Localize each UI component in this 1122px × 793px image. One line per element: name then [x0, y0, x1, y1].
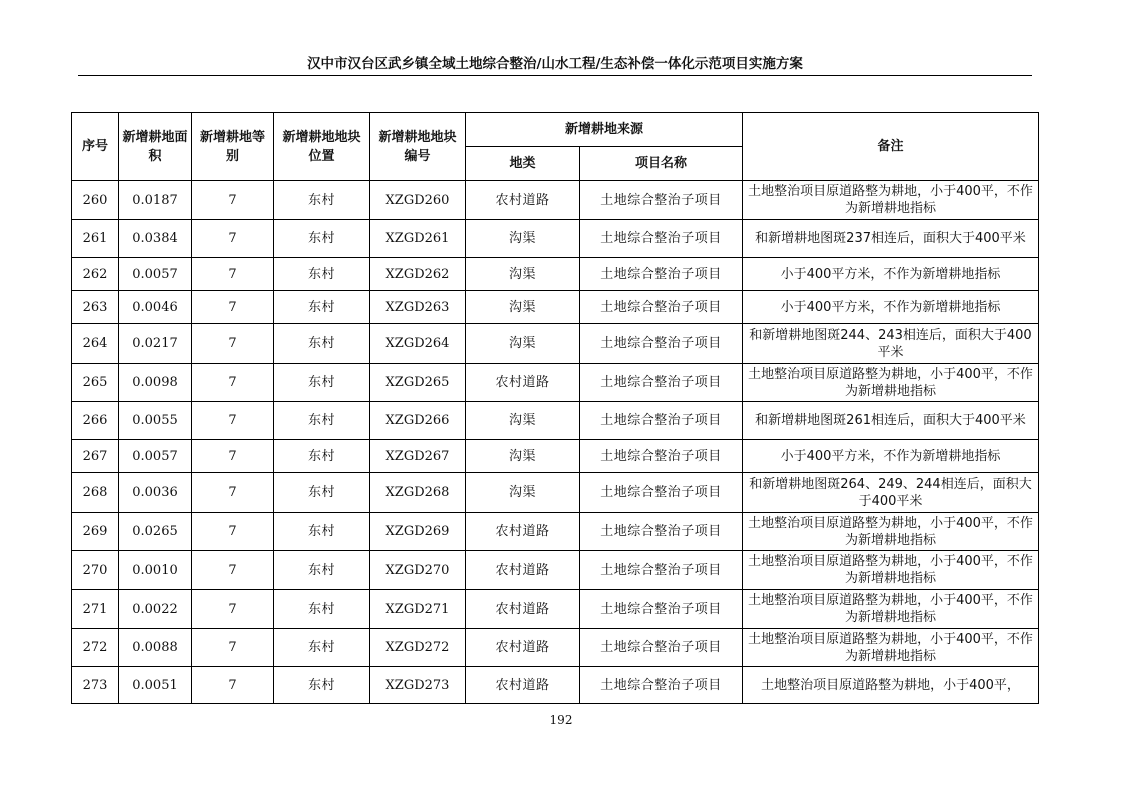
cell-area: 0.0010 [119, 551, 192, 590]
cell-code: XZGD262 [370, 258, 466, 291]
cell-grade: 7 [192, 551, 274, 590]
table-row [72, 629, 1039, 667]
cell-grade: 7 [192, 364, 274, 402]
cell-area: 0.0036 [119, 473, 192, 513]
cell-remark: 土地整治项目原道路整为耕地，小于400平，不作为新增耕地指标 [743, 629, 1039, 667]
cell-remark: 土地整治项目原道路整为耕地，小于400平，不作为新增耕地指标 [743, 513, 1039, 551]
cell-seq: 273 [72, 667, 119, 704]
cell-area: 0.0098 [119, 364, 192, 402]
cell-remark: 土地整治项目原道路整为耕地，小于400平，不作为新增耕地指标 [743, 590, 1039, 629]
cell-area: 0.0046 [119, 291, 192, 324]
cell-project-name: 土地综合整治子项目 [580, 473, 743, 513]
table-row [72, 220, 1039, 258]
cell-grade: 7 [192, 258, 274, 291]
cell-land-type: 沟渠 [466, 440, 580, 473]
cell-area: 0.0217 [119, 324, 192, 364]
cell-area: 0.0057 [119, 440, 192, 473]
table-row [72, 473, 1039, 513]
cell-project-name: 土地综合整治子项目 [580, 220, 743, 258]
cell-location: 东村 [274, 220, 370, 258]
cell-remark: 和新增耕地图斑264、249、244相连后，面积大于400平米 [743, 473, 1039, 513]
table-row [72, 402, 1039, 440]
cell-remark: 和新增耕地图斑261相连后，面积大于400平米 [743, 402, 1039, 440]
cell-land-type: 农村道路 [466, 181, 580, 220]
table-row [72, 440, 1039, 473]
cell-land-type: 农村道路 [466, 629, 580, 667]
cell-remark: 土地整治项目原道路整为耕地，小于400平， [743, 667, 1039, 704]
cell-seq: 265 [72, 364, 119, 402]
cell-grade: 7 [192, 629, 274, 667]
cell-code: XZGD264 [370, 324, 466, 364]
cell-code: XZGD266 [370, 402, 466, 440]
cell-grade: 7 [192, 513, 274, 551]
cell-project-name: 土地综合整治子项目 [580, 590, 743, 629]
cell-location: 东村 [274, 473, 370, 513]
cell-project-name: 土地综合整治子项目 [580, 258, 743, 291]
cell-area: 0.0265 [119, 513, 192, 551]
cell-project-name: 土地综合整治子项目 [580, 440, 743, 473]
table-row [72, 667, 1039, 704]
cell-land-type: 沟渠 [466, 402, 580, 440]
cell-grade: 7 [192, 440, 274, 473]
cell-remark: 小于400平方米，不作为新增耕地指标 [743, 291, 1039, 324]
header-area: 新增耕地面积 [119, 113, 192, 181]
cell-seq: 261 [72, 220, 119, 258]
cell-location: 东村 [274, 364, 370, 402]
cell-land-type: 农村道路 [466, 364, 580, 402]
header-source: 新增耕地来源 [466, 113, 743, 147]
header-remark: 备注 [743, 113, 1039, 181]
cell-seq: 268 [72, 473, 119, 513]
cell-land-type: 沟渠 [466, 220, 580, 258]
cell-location: 东村 [274, 551, 370, 590]
cell-location: 东村 [274, 629, 370, 667]
cell-area: 0.0088 [119, 629, 192, 667]
cell-land-type: 沟渠 [466, 473, 580, 513]
cell-area: 0.0057 [119, 258, 192, 291]
cell-code: XZGD268 [370, 473, 466, 513]
cell-area: 0.0055 [119, 402, 192, 440]
header-project-name: 项目名称 [580, 147, 743, 181]
cell-code: XZGD265 [370, 364, 466, 402]
cell-land-type: 农村道路 [466, 590, 580, 629]
cell-grade: 7 [192, 473, 274, 513]
cell-grade: 7 [192, 324, 274, 364]
table-row [72, 181, 1039, 220]
cell-location: 东村 [274, 590, 370, 629]
cell-location: 东村 [274, 258, 370, 291]
header-grade: 新增耕地等别 [192, 113, 274, 181]
cell-location: 东村 [274, 513, 370, 551]
cell-grade: 7 [192, 291, 274, 324]
header-code: 新增耕地地块编号 [370, 113, 466, 181]
cell-location: 东村 [274, 181, 370, 220]
cell-code: XZGD269 [370, 513, 466, 551]
cell-code: XZGD273 [370, 667, 466, 704]
cell-grade: 7 [192, 590, 274, 629]
cell-land-type: 沟渠 [466, 291, 580, 324]
cell-location: 东村 [274, 324, 370, 364]
cell-grade: 7 [192, 220, 274, 258]
cell-seq: 263 [72, 291, 119, 324]
cell-project-name: 土地综合整治子项目 [580, 629, 743, 667]
cell-land-type: 沟渠 [466, 324, 580, 364]
cell-land-type: 农村道路 [466, 513, 580, 551]
cell-remark: 土地整治项目原道路整为耕地，小于400平，不作为新增耕地指标 [743, 181, 1039, 220]
cell-location: 东村 [274, 667, 370, 704]
cell-code: XZGD261 [370, 220, 466, 258]
page-number: 192 [549, 713, 573, 727]
cell-code: XZGD267 [370, 440, 466, 473]
table-row [72, 324, 1039, 364]
cell-remark: 小于400平方米，不作为新增耕地指标 [743, 440, 1039, 473]
cell-grade: 7 [192, 181, 274, 220]
cell-project-name: 土地综合整治子项目 [580, 324, 743, 364]
cell-code: XZGD272 [370, 629, 466, 667]
cell-project-name: 土地综合整治子项目 [580, 181, 743, 220]
cell-remark: 土地整治项目原道路整为耕地，小于400平，不作为新增耕地指标 [743, 364, 1039, 402]
cell-code: XZGD270 [370, 551, 466, 590]
table-row [72, 513, 1039, 551]
header-divider [78, 75, 1032, 76]
header-seq: 序号 [72, 113, 119, 181]
cell-project-name: 土地综合整治子项目 [580, 364, 743, 402]
cell-remark: 土地整治项目原道路整为耕地，小于400平，不作为新增耕地指标 [743, 551, 1039, 590]
cell-seq: 262 [72, 258, 119, 291]
cell-seq: 269 [72, 513, 119, 551]
new-farmland-table [71, 112, 1039, 704]
cell-code: XZGD263 [370, 291, 466, 324]
cell-area: 0.0187 [119, 181, 192, 220]
cell-code: XZGD260 [370, 181, 466, 220]
table-row [72, 590, 1039, 629]
cell-seq: 271 [72, 590, 119, 629]
cell-location: 东村 [274, 402, 370, 440]
cell-code: XZGD271 [370, 590, 466, 629]
cell-seq: 272 [72, 629, 119, 667]
table-row [72, 291, 1039, 324]
cell-project-name: 土地综合整治子项目 [580, 402, 743, 440]
cell-grade: 7 [192, 402, 274, 440]
cell-seq: 264 [72, 324, 119, 364]
cell-area: 0.0384 [119, 220, 192, 258]
table-row [72, 364, 1039, 402]
cell-project-name: 土地综合整治子项目 [580, 667, 743, 704]
cell-seq: 266 [72, 402, 119, 440]
header-land-type: 地类 [466, 147, 580, 181]
cell-remark: 和新增耕地图斑244、243相连后，面积大于400平米 [743, 324, 1039, 364]
cell-seq: 270 [72, 551, 119, 590]
cell-project-name: 土地综合整治子项目 [580, 513, 743, 551]
cell-location: 东村 [274, 440, 370, 473]
table-body [72, 181, 1039, 704]
cell-land-type: 农村道路 [466, 551, 580, 590]
cell-area: 0.0051 [119, 667, 192, 704]
header-location: 新增耕地地块位置 [274, 113, 370, 181]
table-row [72, 258, 1039, 291]
cell-remark: 和新增耕地图斑237相连后，面积大于400平米 [743, 220, 1039, 258]
cell-remark: 小于400平方米，不作为新增耕地指标 [743, 258, 1039, 291]
cell-seq: 260 [72, 181, 119, 220]
cell-land-type: 沟渠 [466, 258, 580, 291]
cell-location: 东村 [274, 291, 370, 324]
document-header-title: 汉中市汉台区武乡镇全域土地综合整治/山水工程/生态补偿一体化示范项目实施方案 [307, 56, 803, 72]
cell-area: 0.0022 [119, 590, 192, 629]
cell-project-name: 土地综合整治子项目 [580, 551, 743, 590]
cell-project-name: 土地综合整治子项目 [580, 291, 743, 324]
cell-grade: 7 [192, 667, 274, 704]
table-row [72, 551, 1039, 590]
cell-seq: 267 [72, 440, 119, 473]
cell-land-type: 农村道路 [466, 667, 580, 704]
